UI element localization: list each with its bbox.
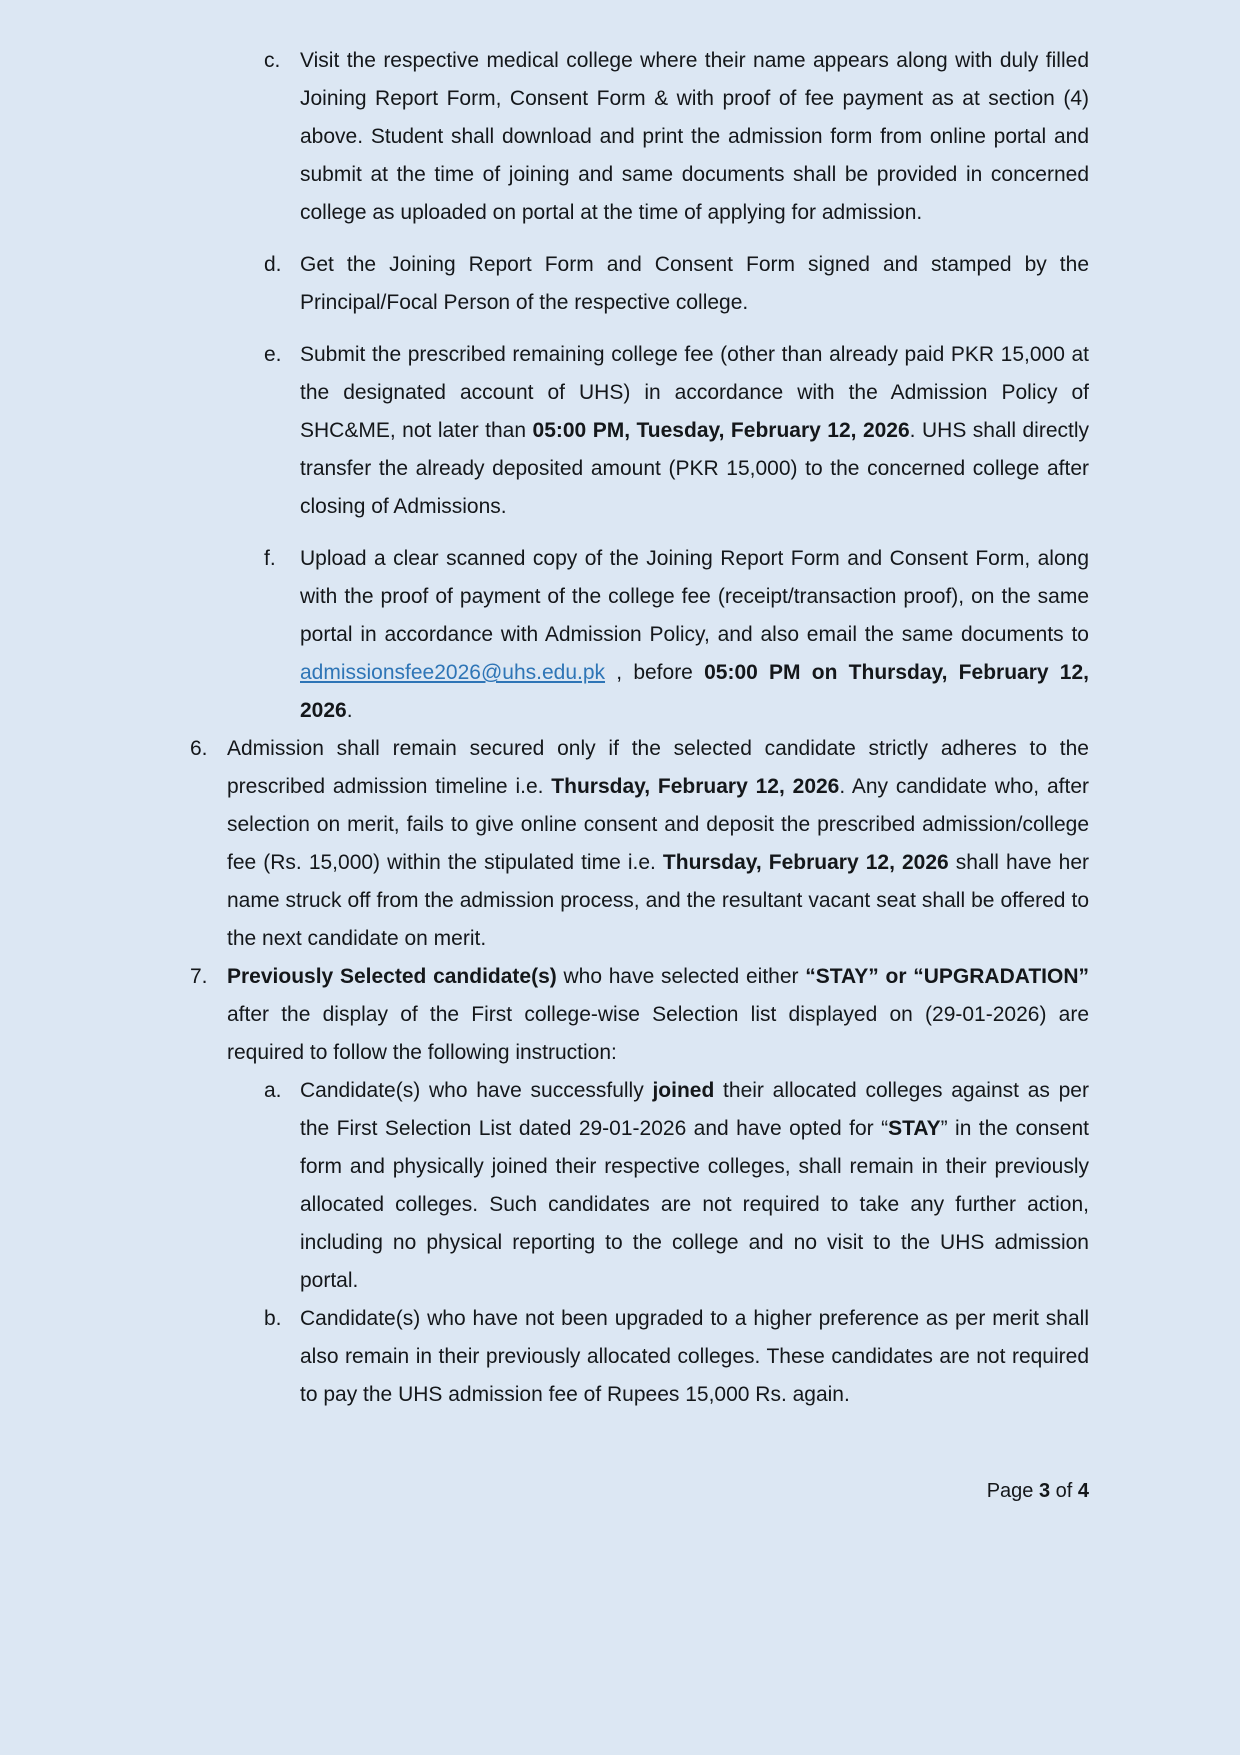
list-text-item-7 (227, 958, 1089, 1072)
text-run: Upload a clear scanned copy of the Joining Report Form and Consent Form, along with the proof of payment of the college fee (receipt/transaction proof), on the same portal in accordance with Admission Policy, and also email the same documents to (300, 547, 1089, 646)
list-marker-item-c: c. (264, 49, 281, 72)
list-item-7b (264, 1300, 1089, 1414)
list-text-item-e (300, 336, 1089, 526)
list-item-c (264, 42, 1089, 232)
text-run: Candidate(s) who have successfully (300, 1079, 653, 1102)
list-marker-item-6: 6. (190, 737, 208, 760)
list-marker-item-7: 7. (190, 965, 208, 988)
text-run: . Any candidate who, after selection on merit, fails to give online consent and deposit the prescribed admission/college fee (Rs. 15,000) within the stipulated time i.e. (227, 775, 1089, 874)
bold-text-run: Thursday, February 12, 2026 (662, 851, 949, 874)
text-run: who have selected either (556, 965, 806, 988)
list-item-e (264, 336, 1089, 526)
list-item-d (264, 246, 1089, 322)
text-run: ” in the consent form and physically joined their respective colleges, shall remain in their previously allocated colleges. Such candidates are not required to take any further action, including no physical reporting to the college and no visit to the UHS admission portal. (300, 1117, 1089, 1292)
text-run: . UHS shall directly transfer the already deposited amount (PKR 15,000) to the concerned college after closing of Admissions. (300, 419, 1089, 518)
list-text-item-7b (300, 1300, 1089, 1414)
list-text-item-6 (227, 730, 1089, 958)
email-link[interactable]: admissionsfee2026@uhs.edu.pk (300, 661, 606, 684)
list-item-7 (190, 958, 1089, 1072)
text-run: Submit the prescribed remaining college fee (other than already paid PKR 15,000 at the designated account of UHS) in accordance with the Admission Policy of SHC&ME, not later than (300, 343, 1089, 442)
list-item-7a (264, 1072, 1089, 1300)
list-marker-item-d: d. (264, 253, 282, 276)
bold-text-run: Thursday, February 12, 2026 (551, 775, 840, 798)
page-footer (987, 1478, 1089, 1504)
text-run: their allocated colleges against as per the First Selection List dated 29-01-2026 and have opted for “ (300, 1079, 1089, 1140)
text-run: Get the Joining Report Form and Consent Form signed and stamped by the Principal/Focal Person of the respective college. (300, 253, 1089, 314)
bold-text-run: 05:00 PM on Thursday, February 12, 2026 (300, 661, 1089, 722)
text-run: Candidate(s) who have not been upgraded to a higher preference as per merit shall also remain in their previously allocated colleges. These candidates are not required to pay the UHS admission fee of Rupees 15,000 Rs. again. (300, 1307, 1089, 1406)
list-marker-item-e: e. (264, 343, 282, 366)
list-text-item-f (300, 540, 1089, 730)
text-run: shall have her name struck off from the admission process, and the resultant vacant seat shall be offered to the next candidate on merit. (227, 851, 1089, 950)
bold-text-run: Previously Selected candidate(s) (227, 965, 557, 988)
list-item-6 (190, 730, 1089, 958)
list-marker-item-7b: b. (264, 1307, 282, 1330)
list-marker-item-7a: a. (264, 1079, 282, 1102)
text-run: . (346, 699, 353, 722)
document-body (190, 42, 1089, 1414)
bold-text-run: joined (652, 1079, 715, 1102)
list-text-item-7a (300, 1072, 1089, 1300)
bold-text-run: “STAY” or “UPGRADATION” (805, 965, 1090, 988)
bold-text-run: 3 (1038, 1480, 1051, 1502)
text-run: Page (986, 1480, 1039, 1502)
text-run: Visit the respective medical college where their name appears along with duly filled Joining Report Form, Consent Form & with proof of fee payment as at section (4) above. Student shall download and print the admission form from online portal and submit at the time of joining and same documents shall be provided in concerned college as uploaded on portal at the time of applying for admission. (300, 49, 1089, 224)
bold-text-run: 05:00 PM, Tuesday, February 12, 2026 (532, 419, 910, 442)
list-text-item-c (300, 42, 1089, 232)
list-item-f (264, 540, 1089, 730)
text-run: , before (605, 661, 705, 684)
list-text-item-d (300, 246, 1089, 322)
bold-text-run: 4 (1077, 1480, 1089, 1502)
text-run: Admission shall remain secured only if the selected candidate strictly adheres to the prescribed admission timeline i.e. (227, 737, 1089, 798)
list-marker-item-f: f. (264, 547, 276, 570)
text-run: after the display of the First college-wise Selection list displayed on (29-01-2026) are required to follow the following instruction: (227, 1003, 1089, 1064)
text-run: of (1050, 1480, 1078, 1502)
bold-text-run: STAY (888, 1117, 941, 1140)
